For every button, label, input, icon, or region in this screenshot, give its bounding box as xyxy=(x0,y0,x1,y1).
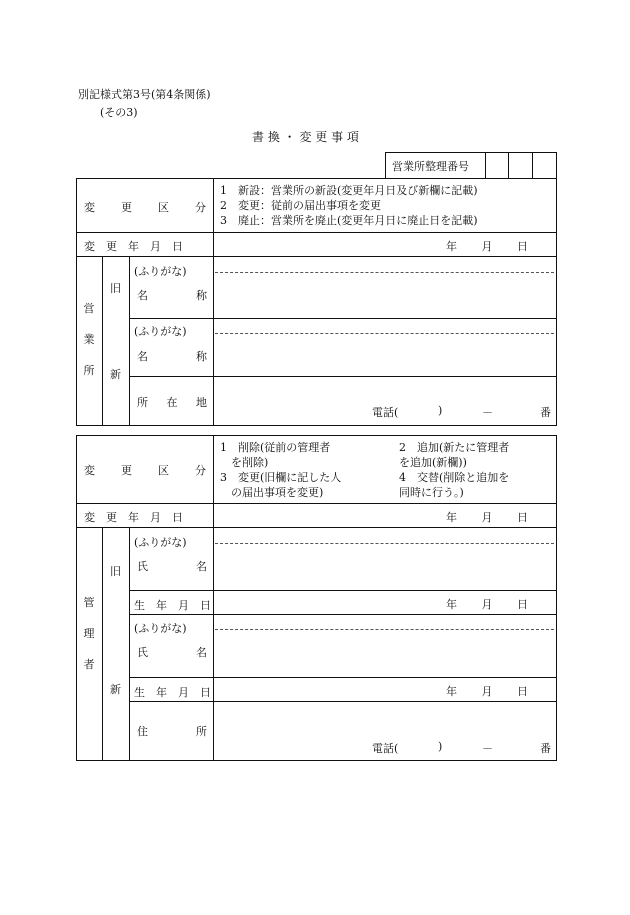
office-number-cell-3[interactable] xyxy=(534,154,555,176)
manager-change-type-label: 変 更 区 分 xyxy=(84,464,206,477)
option-add-cont: を追加(新欄)) xyxy=(399,456,467,469)
manager-furigana-new: (ふりがな) xyxy=(134,622,187,635)
office-number-cell-1[interactable] xyxy=(487,154,507,176)
manager-furigana-old: (ふりがな) xyxy=(134,536,187,549)
month-label: 月 xyxy=(481,685,493,698)
year-label: 年 xyxy=(446,685,457,698)
manager-change-options-right[interactable] xyxy=(399,440,509,500)
form-reference: 別記様式第3号(第4条関係) xyxy=(78,88,211,101)
office-name-label-old: 名 称 xyxy=(137,289,207,302)
year-label: 年 xyxy=(446,598,457,611)
option-replace-cont: 同時に行う。) xyxy=(399,486,464,499)
office-number-cell-2[interactable] xyxy=(510,154,531,176)
year-label: 年 xyxy=(446,511,457,524)
day-label: 日 xyxy=(517,511,528,524)
manager-old-label: 旧 xyxy=(110,565,121,578)
manager-dob-old-field[interactable] xyxy=(446,596,528,612)
manager-dob-label-old: 生 年 月 日 xyxy=(134,599,211,612)
option-modify-cont: の届出事項を変更) xyxy=(220,486,324,499)
office-name-old-input[interactable] xyxy=(216,274,554,316)
manager-address-label: 住 所 xyxy=(137,725,207,738)
manager-name-new-input[interactable] xyxy=(216,632,554,675)
office-number-label: 営業所整理番号 xyxy=(392,160,469,173)
manager-dob-label-new: 生 年 月 日 xyxy=(134,686,211,699)
manager-label: 管 理 者 xyxy=(83,596,95,671)
option-replace[interactable]: 4 交替(削除と追加を xyxy=(399,471,510,484)
option-delete[interactable]: 1 削除(従前の管理者 xyxy=(220,441,331,454)
month-label: 月 xyxy=(481,598,493,611)
change-date-label: 変 更 年 月 日 xyxy=(84,240,183,253)
option-delete-cont: を削除) xyxy=(220,456,269,469)
office-name-new-input[interactable] xyxy=(216,335,554,375)
office-label: 営 業 所 xyxy=(83,302,95,377)
manager-name-label-old: 氏 名 xyxy=(137,560,207,573)
day-label: 日 xyxy=(517,240,528,253)
change-date-field[interactable] xyxy=(446,238,528,254)
manager-change-options-left[interactable] xyxy=(220,440,341,500)
manager-name-old-input[interactable] xyxy=(216,546,554,588)
manager-new-label: 新 xyxy=(110,683,121,696)
change-type-label: 変 更 区 分 xyxy=(84,201,206,214)
manager-change-date-label: 変 更 年 月 日 xyxy=(84,511,183,524)
month-label: 月 xyxy=(481,240,493,253)
manager-dob-new-field[interactable] xyxy=(446,683,528,699)
option-add[interactable]: 2 追加(新たに管理者 xyxy=(399,441,510,454)
day-label: 日 xyxy=(517,685,528,698)
day-label: 日 xyxy=(517,598,528,611)
option-modify[interactable]: 3 変更(旧欄に記した人 xyxy=(220,471,342,484)
change-option-new[interactable]: 1 新設：営業所の新設(変更年月日及び新欄に記載) xyxy=(220,184,478,197)
office-address-label: 所 在 地 xyxy=(137,396,207,409)
change-option-abolish[interactable]: 3 廃止：営業所を廃止(変更年月日に廃止日を記載) xyxy=(220,214,478,227)
year-label: 年 xyxy=(446,240,457,253)
form-subtitle: (その3) xyxy=(100,106,138,119)
page-title: 書 換 ・ 変 更 事 項 xyxy=(252,130,359,144)
furigana-label-new: (ふりがな) xyxy=(134,325,187,338)
change-option-change[interactable]: 2 変更：従前の届出事項を変更 xyxy=(220,199,381,212)
office-name-label-new: 名 称 xyxy=(137,350,207,363)
month-label: 月 xyxy=(481,511,493,524)
manager-name-label-new: 氏 名 xyxy=(137,646,207,659)
furigana-label-old: (ふりがな) xyxy=(134,265,187,278)
change-type-options[interactable] xyxy=(220,183,478,228)
office-old-label: 旧 xyxy=(110,282,121,295)
manager-change-date-field[interactable] xyxy=(446,509,528,525)
office-new-label: 新 xyxy=(110,368,121,381)
